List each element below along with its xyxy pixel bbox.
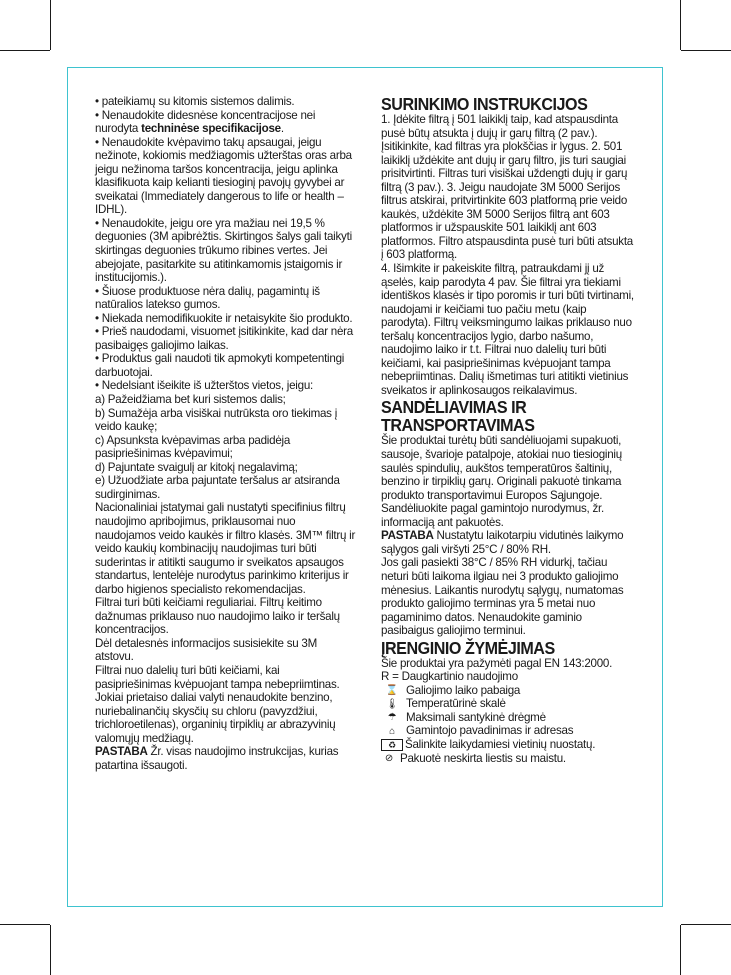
symbol-row (381, 684, 636, 698)
section-heading-assembly: SURINKIMO INSTRUKCIJOS (381, 94, 588, 114)
paragraph: R = Daugkartinio naudojimo (381, 670, 518, 684)
text-fragment: • Nenaudokite didesnėse koncentracijose nei nurodyta (95, 108, 316, 136)
umbrella-icon: ☂ (387, 712, 397, 724)
list-item: c) Apsunksta kvėpavimas arba padidėja pasipriešinimas kvėpavimui; (95, 433, 291, 461)
paragraph: Filtrai turi būti keičiami reguliariai. Filtrų keitimo dažnumas priklauso nuo naudojimo laiko ir teršalų koncentracijos. (95, 596, 340, 637)
list-item: b) Sumažėja arba visiškai nutrūksta oro tiekimas į veido kaukę; (95, 406, 338, 434)
thermometer-icon: 🌡 (385, 698, 399, 710)
symbol-row (381, 724, 636, 738)
paragraph: • Nenaudokite, jeigu ore yra mažiau nei 19,5 % deguonies (3M apibrėžtis. Skirtingos šalys gali taikyti skirtingas deguonies trūkumo ribines vertes. Jei abejojate, pasitarkite su atitinkamomis įstaigomis ir institucijomis.). (95, 216, 352, 285)
paragraph: Šie produktai turėtų būti sandėliuojami supakuoti, sausoje, švarioje patalpoje, atokiai nuo tiesioginių saulės spindulių, aukštos temperatūros šaltinių, benzino ir tirpiklių garų. Originali pakuotė tinkama produkto transportavimui Europos Sąjungoje. Sandėliuokite pagal gamintojo nurodymus, žr. informaciją ant pakuotės. (381, 434, 622, 529)
recycle-icon: ♻ (381, 739, 403, 751)
symbol-label: Maksimali santykinė drėgmė (406, 710, 546, 724)
symbol-label: Pakuotė neskirta liestis su maistu. (400, 751, 566, 765)
hourglass-icon: ⌛ (385, 685, 399, 697)
symbol-row (381, 697, 636, 711)
crop-mark (50, 925, 51, 975)
crop-mark (680, 925, 681, 975)
paragraph: Jos gali pasiekti 38°C / 85% RH vidurkį, tačiau neturi būti laikoma ilgiau nei 3 produkto galiojimo mėnesius. Laikantis nurodytų sąlygų, numatomas produkto galiojimo terminas yra 5 metai nuo pagaminimo datos. Nenaudokite gaminio pasibaigus galiojimo terminui. (381, 556, 624, 638)
list-item: a) Pažeidžiama bet kuri sistemos dalis; (95, 393, 286, 407)
note-paragraph (381, 529, 636, 556)
paragraph: Nacionaliniai įstatymai gali nustatyti specifinius filtrų naudojimo apribojimus, priklausomai nuo naudojamos veido kaukės ir filtro klasės. 3M™ filtrų ir veido kaukių kombinacijų naudojimas turi būti suderintas ir atitikti saugumo ir sveikatos apsaugos standartus, lentelėje nurodytus parinkimo kriterijus ir darbo higienos specialisto rekomendacijas. (95, 501, 356, 596)
note-text: Nustatytu laikotarpiu vidutinės laikymo sąlygos gali viršyti 25°C / 80% RH. (381, 529, 624, 556)
crop-mark (680, 0, 681, 50)
crop-mark (50, 0, 51, 50)
section-heading-storage: SANDĖLIAVIMAS IR TRANSPORTAVIMAS (381, 397, 535, 436)
paragraph: • Nenaudokite kvėpavimo takų apsaugai, jeigu nežinote, kokiomis medžiagomis užterštas oras arba jeigu nežinoma taršos koncentracija, jeigu aplinka klasifikuota kaip kelianti tiesioginį pavojų gyvybei ar sveikatai (Immediately dangerous to life or health – IDHL). (95, 135, 352, 217)
list-item: d) Pajuntate svaigulį ar kitokį negalavimą; (95, 460, 298, 474)
crop-mark (681, 50, 731, 51)
crop-mark (681, 924, 731, 925)
paragraph: • Produktus gali naudoti tik apmokyti kompetentingi darbuotojai. (95, 352, 345, 379)
symbol-row (381, 752, 636, 766)
section-heading-marking: ĮRENGINIO ŽYMĖJIMAS (381, 637, 555, 658)
crop-mark (0, 924, 50, 925)
factory-icon: ⌂ (389, 725, 395, 737)
no-food-icon: ⊘ (384, 752, 394, 764)
paragraph: Dėl detalesnės informacijos susisiekite su 3M atstovu. (95, 636, 318, 664)
paragraph: • Šiuose produktuose nėra dalių, pagamintų iš natūralios latekso gumos. (95, 284, 320, 312)
symbol-row (381, 711, 636, 725)
paragraph: • Prieš naudodami, visuomet įsitikinkite, kad dar nėra pasibaigęs galiojimo laikas. (95, 325, 353, 352)
note-label: PASTABA (381, 529, 434, 543)
left-column (95, 95, 356, 772)
list-item: e) Užuodžiate arba pajuntate teršalus ar atsiranda sudirginimas. (95, 474, 340, 501)
crop-mark (0, 50, 50, 51)
paragraph: 4. Išimkite ir pakeiskite filtrą, patraukdami jį už ąselės, kaip parodyta 4 pav. Šie filtrai yra tiekiami identiškos klasės ir tipo poromis ir turi būti tvirtinami, naudojami ir keičiami tuo pačiu metu (kaip parodyta). Filtrų veiksmingumo laikas priklauso nuo teršalų koncentracijos lygio, darbo našumo, naudojimo laiko ir t.t. Filtrai nuo dalelių turi būti keičiami, kai pasipriešinimas kvėpuojant tampa nebepriimtinas. Dalių išmetimas turi atitikti vietinius sveikatos ir aplinkosaugos reikalavimus. (381, 262, 634, 397)
paragraph: • Niekada nemodifikuokite ir netaisykite šio produkto. (95, 311, 353, 325)
bold-text: techninėse specifikacijose (141, 122, 281, 136)
note-label: PASTABA (95, 745, 148, 759)
paragraph (95, 109, 356, 136)
paragraph: Filtrai nuo dalelių turi būti keičiami, kai pasipriešinimas kvėpuojant tampa nebepriimtinas. Jokiai prietaiso daliai valyti nenaudokite benzino, nuriebalinančių skysčių su chloru (pavyzdžiui, trichloroetilenas), organinių tirpiklių ar abrazyvinių valomųjų medžiagų. (95, 663, 340, 745)
paragraph: 1. Įdėkite filtrą į 501 laikiklį taip, kad atspausdinta pusė būtų atsukta į dujų ir garų filtrą (2 pav.). Įsitikinkite, kad filtras yra plokščias ir lygus. 2. 501 laikiklį uždėkite ant dujų ir garų filtro, jis turi saugiai prisitvirtinti. Filtras turi visiškai uždengti dujų ir garų filtrą (3 pav.). 3. Jeigu naudojate 3M 5000 Serijos filtrus atskirai, pritvirtinkite 603 platformą prie veido kaukės, uždėkite 3M 5000 Serijos filtrą ant 603 platformos ir užspauskite 501 laikiklį ant 603 platformos. Filtro atspausdinta pusė turi būti atsukta į 603 platformą. (381, 113, 634, 262)
symbol-row (381, 738, 636, 752)
note-text: Žr. visas naudojimo instrukcijas, kurias patartina išsaugoti. (95, 745, 339, 772)
right-column (381, 95, 636, 765)
text-fragment: . (280, 122, 284, 136)
symbol-label: Šalinkite laikydamiesi vietinių nuostatų. (405, 737, 596, 751)
symbol-label: Galiojimo laiko pabaiga (406, 683, 521, 697)
paragraph: Šie produktai yra pažymėti pagal EN 143:2000. (381, 656, 613, 670)
symbol-label: Temperatūrinė skalė (406, 697, 506, 711)
paragraph: • Nedelsiant išeikite iš užterštos vietos, jeigu: (95, 379, 313, 393)
note-paragraph (95, 745, 356, 772)
symbol-label: Gamintojo pavadinimas ir adresas (406, 724, 574, 738)
paragraph: • pateikiamų su kitomis sistemos dalimis. (95, 95, 295, 108)
